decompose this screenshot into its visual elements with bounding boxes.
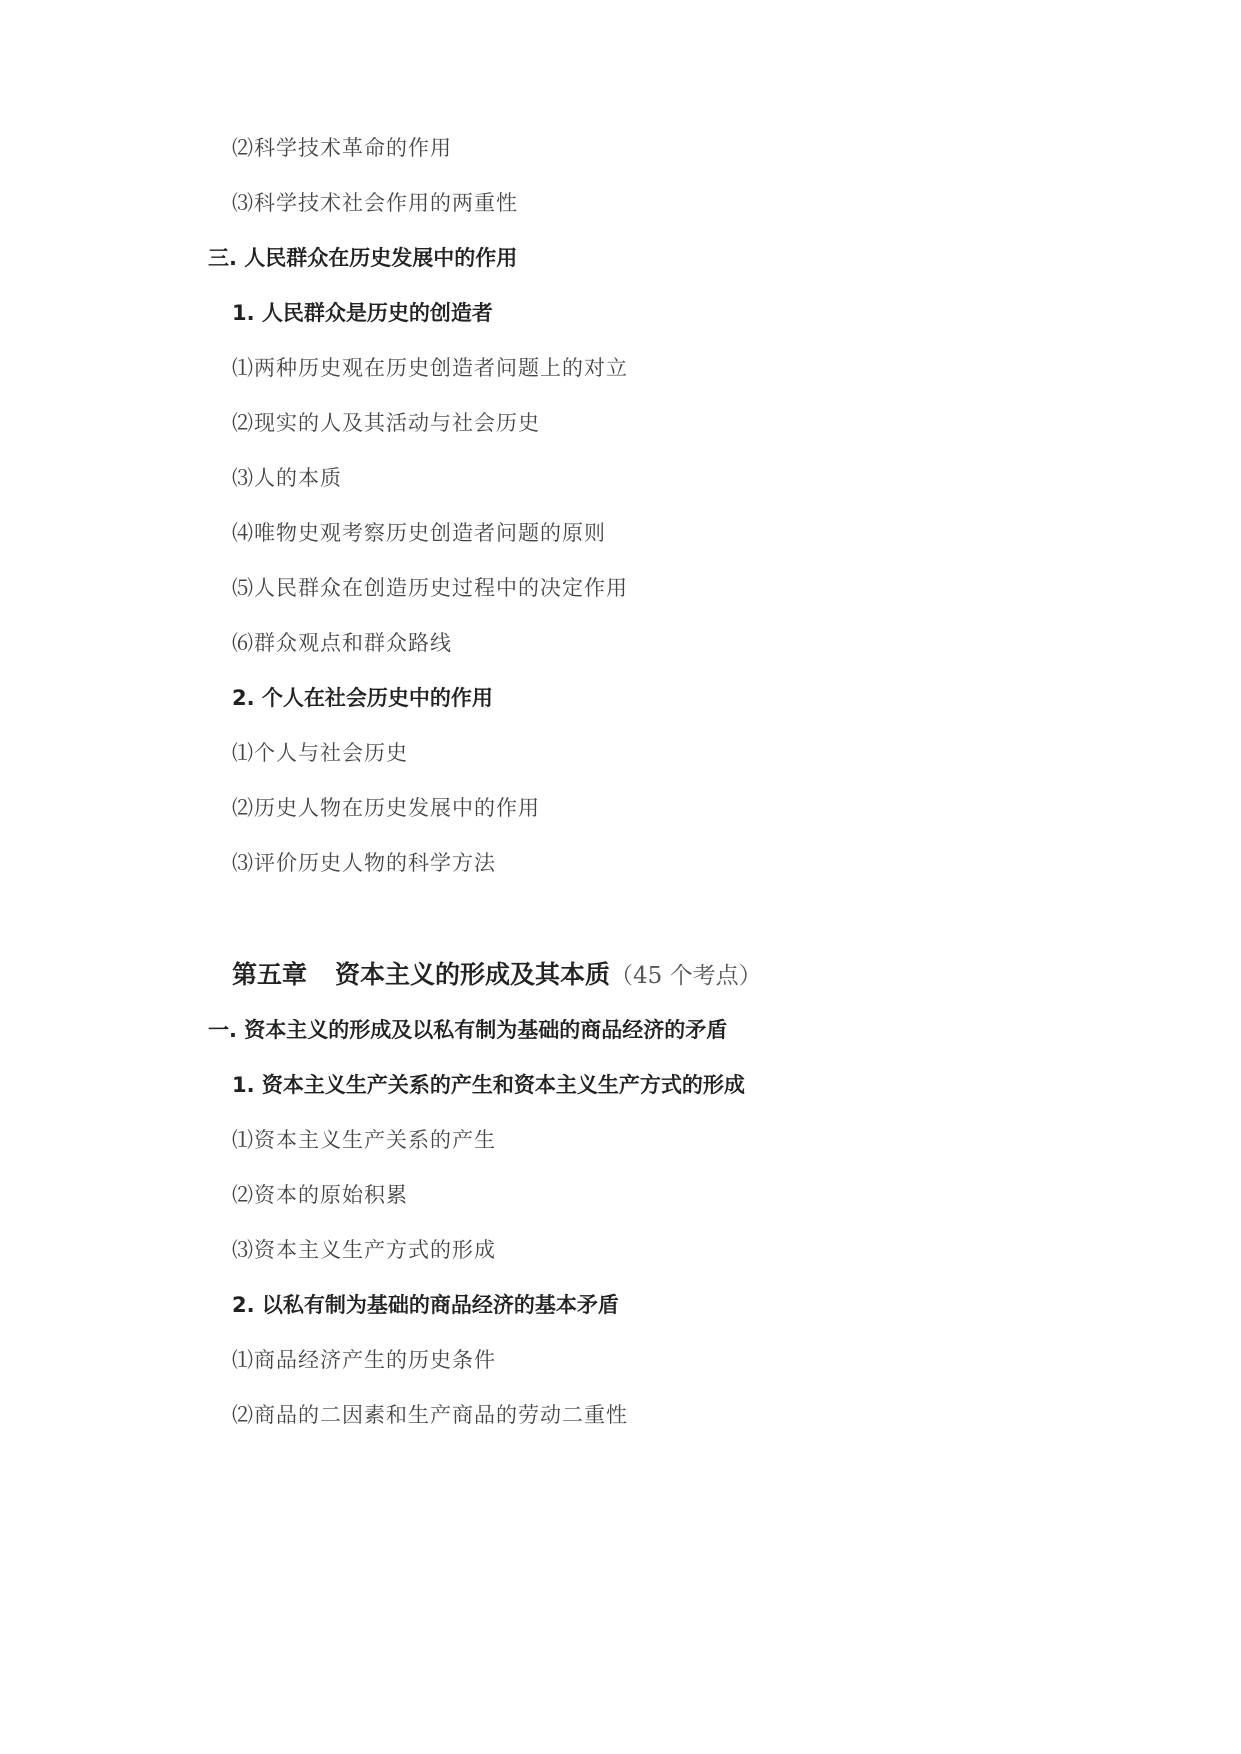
item-4-principle: ⑷唯物史观考察历史创造者问题的原则 bbox=[232, 521, 606, 545]
item-3-mode-formation: ⑶资本主义生产方式的形成 bbox=[232, 1238, 496, 1262]
item-3-evaluation-method: ⑶评价历史人物的科学方法 bbox=[232, 851, 496, 875]
item-2-science-revolution: ⑵科学技术革命的作用 bbox=[232, 136, 452, 160]
item-3-human-essence: ⑶人的本质 bbox=[232, 466, 342, 490]
item-2-two-factors: ⑵商品的二因素和生产商品的劳动二重性 bbox=[232, 1403, 628, 1427]
item-6-mass-line: ⑹群众观点和群众路线 bbox=[232, 631, 452, 655]
item-2-historical-figures: ⑵历史人物在历史发展中的作用 bbox=[232, 796, 540, 820]
item-2-primitive-accumulation: ⑵资本的原始积累 bbox=[232, 1183, 408, 1207]
chapter-title: 资本主义的形成及其本质 bbox=[335, 960, 611, 989]
item-5-decisive-role: ⑸人民群众在创造历史过程中的决定作用 bbox=[232, 576, 628, 600]
section-1-capitalism: 一. 资本主义的形成及以私有制为基础的商品经济的矛盾 bbox=[208, 1018, 728, 1042]
chapter-note: （45 个考点） bbox=[610, 963, 762, 989]
item-1-individual-history: ⑴个人与社会历史 bbox=[232, 741, 408, 765]
subsection-2-contradiction: 2. 以私有制为基础的商品经济的基本矛盾 bbox=[232, 1293, 619, 1317]
section-3-people: 三. 人民群众在历史发展中的作用 bbox=[208, 246, 518, 270]
item-2-real-people: ⑵现实的人及其活动与社会历史 bbox=[232, 411, 540, 435]
subsection-2-individual: 2. 个人在社会历史中的作用 bbox=[232, 686, 493, 710]
subsection-1-relations: 1. 资本主义生产关系的产生和资本主义生产方式的形成 bbox=[232, 1073, 745, 1097]
item-1-relations-origin: ⑴资本主义生产关系的产生 bbox=[232, 1128, 496, 1152]
chapter-heading bbox=[232, 962, 762, 988]
item-3-science-duality: ⑶科学技术社会作用的两重性 bbox=[232, 191, 518, 215]
item-1-historical-conditions: ⑴商品经济产生的历史条件 bbox=[232, 1348, 496, 1372]
chapter-number: 第五章 bbox=[232, 960, 308, 989]
subsection-1-creators: 1. 人民群众是历史的创造者 bbox=[232, 301, 493, 325]
item-1-two-views: ⑴两种历史观在历史创造者问题上的对立 bbox=[232, 356, 628, 380]
